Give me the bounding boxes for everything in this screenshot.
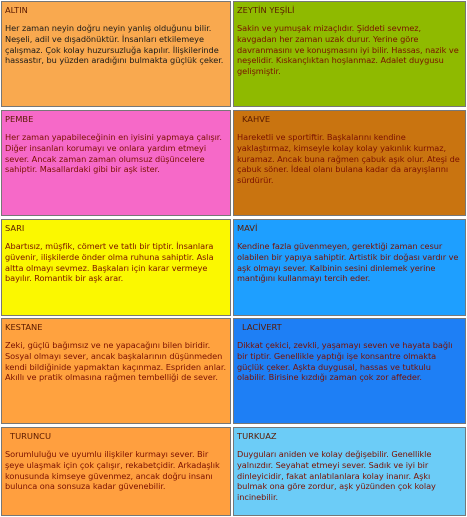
cell-turuncu <box>1 427 231 516</box>
cell-title-pembe: PEMBE <box>5 114 34 124</box>
cell-turkuaz <box>233 427 466 516</box>
cell-title-turkuaz: TURKUAZ <box>237 431 277 441</box>
cell-title-altin: ALTIN <box>5 5 28 15</box>
cell-lacivert <box>233 318 466 424</box>
cell-text-turkuaz: Duyguları aniden ve kolay değişebilir. Genellikle yalnızdır. Seyahat etmeyi sever. Sadık ve iyi bir dinleyicidir, fakat anlatılanlara kolay inanır. Aşkı bulmak ona göre zordur, aşk yüzünden çok kolay incinebilir. <box>237 449 436 503</box>
cell-text-sari: Abartısız, müşfik, cömert ve tatlı bir tiptir. İnsanlara güvenir, ilişkilerde önder olma ruhuna sahiptir. Asla altta olmayı sevmez. Başkaları için karar vermeye bayılır. Romantik bir aşk arar. <box>5 241 214 284</box>
cell-text-altin: Her zaman neyin doğru neyin yanlış olduğunu bilir. Neşeli, adil ve dışadönüktür. İnsanları etkilemeye çalışmaz. Çok kolay huzursuzluğa kapılır. İlişkilerinde hassastır, bu yüzden aradığını bulmakta güçlük çeker. <box>5 23 224 66</box>
cell-title-kestane: KESTANE <box>5 322 43 332</box>
cell-altin <box>1 1 231 107</box>
cell-pembe <box>1 110 231 216</box>
cell-text-lacivert: Dikkat çekici, zevkli, yaşamayı seven ve hayata bağlı bir tiptir. Genellikle yaptığı işe konsantre olmakta güçlük çeker. Aşkta duygusal, hassas ve tutkulu olabilir. Birisine kızdığı zaman çok zor affeder. <box>237 340 453 383</box>
cell-title-mavi: MAVİ <box>237 223 258 233</box>
cell-title-turuncu: TURUNCU <box>10 431 52 441</box>
cell-zeytin-yesili <box>233 1 466 107</box>
cell-sari <box>1 219 231 316</box>
cell-title-zeytin-yesili: ZEYTİN YEŞİLİ <box>237 5 295 15</box>
cell-kestane <box>1 318 231 424</box>
cell-mavi <box>233 219 466 316</box>
cell-text-kestane: Zeki, güçlü bağımsız ve ne yapacağını bilen biridir. Sosyal olmayı sever, ancak başkalarının düşünmeden kendi bildiğinide yapmaktan kaçınmaz. Espriden anlar. Akıllı ve pratik olmasına rağmen tembelliği de sever. <box>5 340 226 383</box>
cell-title-lacivert: LACİVERT <box>242 322 282 332</box>
cell-text-zeytin-yesili: Sakin ve yumuşak mizaçlıdır. Şiddeti sevmez, kavgadan her zaman uzak durur. Yerine göre davranmasını ve konuşmasını iyi bilir. Hassas, nazik ve neşelidir. Kıskançlıktan hoşlanmaz. Adalet duygusu gelişmiştir. <box>237 23 459 77</box>
cell-text-mavi: Kendine fazla güvenmeyen, gerektiği zaman cesur olabilen bir yapıya sahiptir. Artistik bir doğası vardır ve aşk olmayı sever. Kalbinin sesini dinlemek yerine mantığını kullanmayı tercih eder. <box>237 241 459 284</box>
cell-text-pembe: Her zaman yapabileceğinin en iyisini yapmaya çalışır. Diğer insanları korumayı ve onlara yardım etmeyi sever. Ancak zaman zaman olumsuz düşüncelere sahiptir. Masallardaki gibi bir aşk ister. <box>5 132 222 175</box>
cell-title-sari: SARI <box>5 223 25 233</box>
cell-text-turuncu: Sorumluluğu ve uyumlu ilişkiler kurmayı sever. Bir şeye ulaşmak için çok çalışır, rekabetçidir. Arkadaşlık konusunda kimseye güvenmez, ancak doğru insanı bulunca ona sonsuza kadar güvenebilir. <box>5 449 220 492</box>
cell-kahve <box>233 110 466 216</box>
cell-text-kahve: Hareketli ve sportiftir. Başkalarını kendine yaklaştırmaz, kimseyle kolay kolay yakınlık kurmaz, kuramaz. Ancak buna rağmen çabuk aşık olur. Ateşi de çabuk söner. İdeal olanı bulana kadar da arayışlarını sürdürür. <box>237 132 460 186</box>
cell-title-kahve: KAHVE <box>242 114 271 124</box>
